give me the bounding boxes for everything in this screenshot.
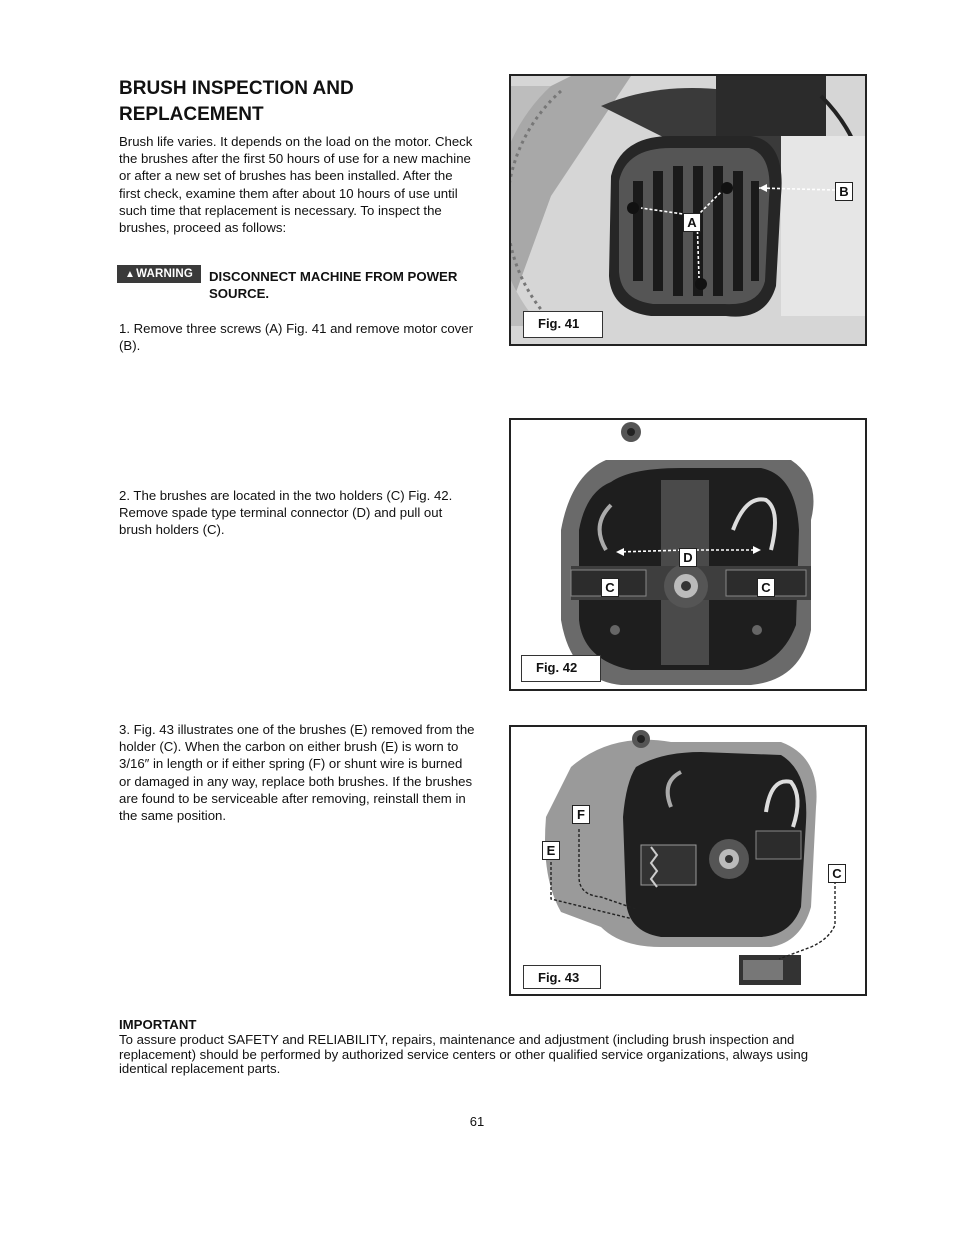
section-title: BRUSH INSPECTION AND REPLACEMENT <box>119 78 354 125</box>
callout-d: D <box>679 548 697 567</box>
warning-text: DISCONNECT MACHINE FROM POWER SOURCE. <box>209 269 458 301</box>
figure-43 <box>509 725 867 996</box>
figure-42 <box>509 418 867 691</box>
warning-triangle-icon: ▲ <box>124 269 136 280</box>
step-3: 3. Fig. 43 illustrates one of the brushes (E) removed from the holder (C). When the carbon on either brush (E) is worn to 3/16″ in length or if either spring (F) or shunt wire is burned or damaged in any way, replace both brushes. If the brushes are found to be serviceable after removing, reinstall them in the same position. <box>119 722 475 824</box>
callout-c: C <box>828 864 846 883</box>
callout-f: F <box>572 805 590 824</box>
callout-c-left: C <box>601 578 619 597</box>
brush-removed-photo <box>511 727 865 994</box>
callout-e: E <box>542 841 560 860</box>
fig-43-label: Fig. 43 <box>523 965 601 989</box>
step-2: 2. The brushes are located in the two holders (C) Fig. 42. Remove spade type terminal connector (D) and pull out brush holders (C). <box>119 488 453 538</box>
step-1: 1. Remove three screws (A) Fig. 41 and remove motor cover (B). <box>119 321 473 354</box>
motor-cover-photo <box>511 76 865 344</box>
figure-41 <box>509 74 867 346</box>
warning-badge <box>117 265 201 283</box>
callout-c-right: C <box>757 578 775 597</box>
important-heading: IMPORTANT <box>119 1017 197 1032</box>
fig-42-label: Fig. 42 <box>521 655 601 682</box>
callout-a: A <box>683 213 701 232</box>
fig-41-label: Fig. 41 <box>523 311 603 338</box>
important-text: To assure product SAFETY and RELIABILITY, repairs, maintenance and adjustment (including brush inspection and replacement) should be performed by authorized service centers or other qualified service organizations, always using identical replacement parts. <box>119 1032 809 1076</box>
callout-b: B <box>835 182 853 201</box>
intro-paragraph: Brush life varies. It depends on the load on the motor. Check the brushes after the first 50 hours of use for a new machine or after a new set of brushes has been installed. After the first check, examine them after about 10 hours of use until such time that replacement is necessary. To inspect the brushes, proceed as follows: <box>119 134 473 236</box>
page-number: 61 <box>469 1114 485 1129</box>
warning-badge-label: WARNING <box>136 268 194 280</box>
